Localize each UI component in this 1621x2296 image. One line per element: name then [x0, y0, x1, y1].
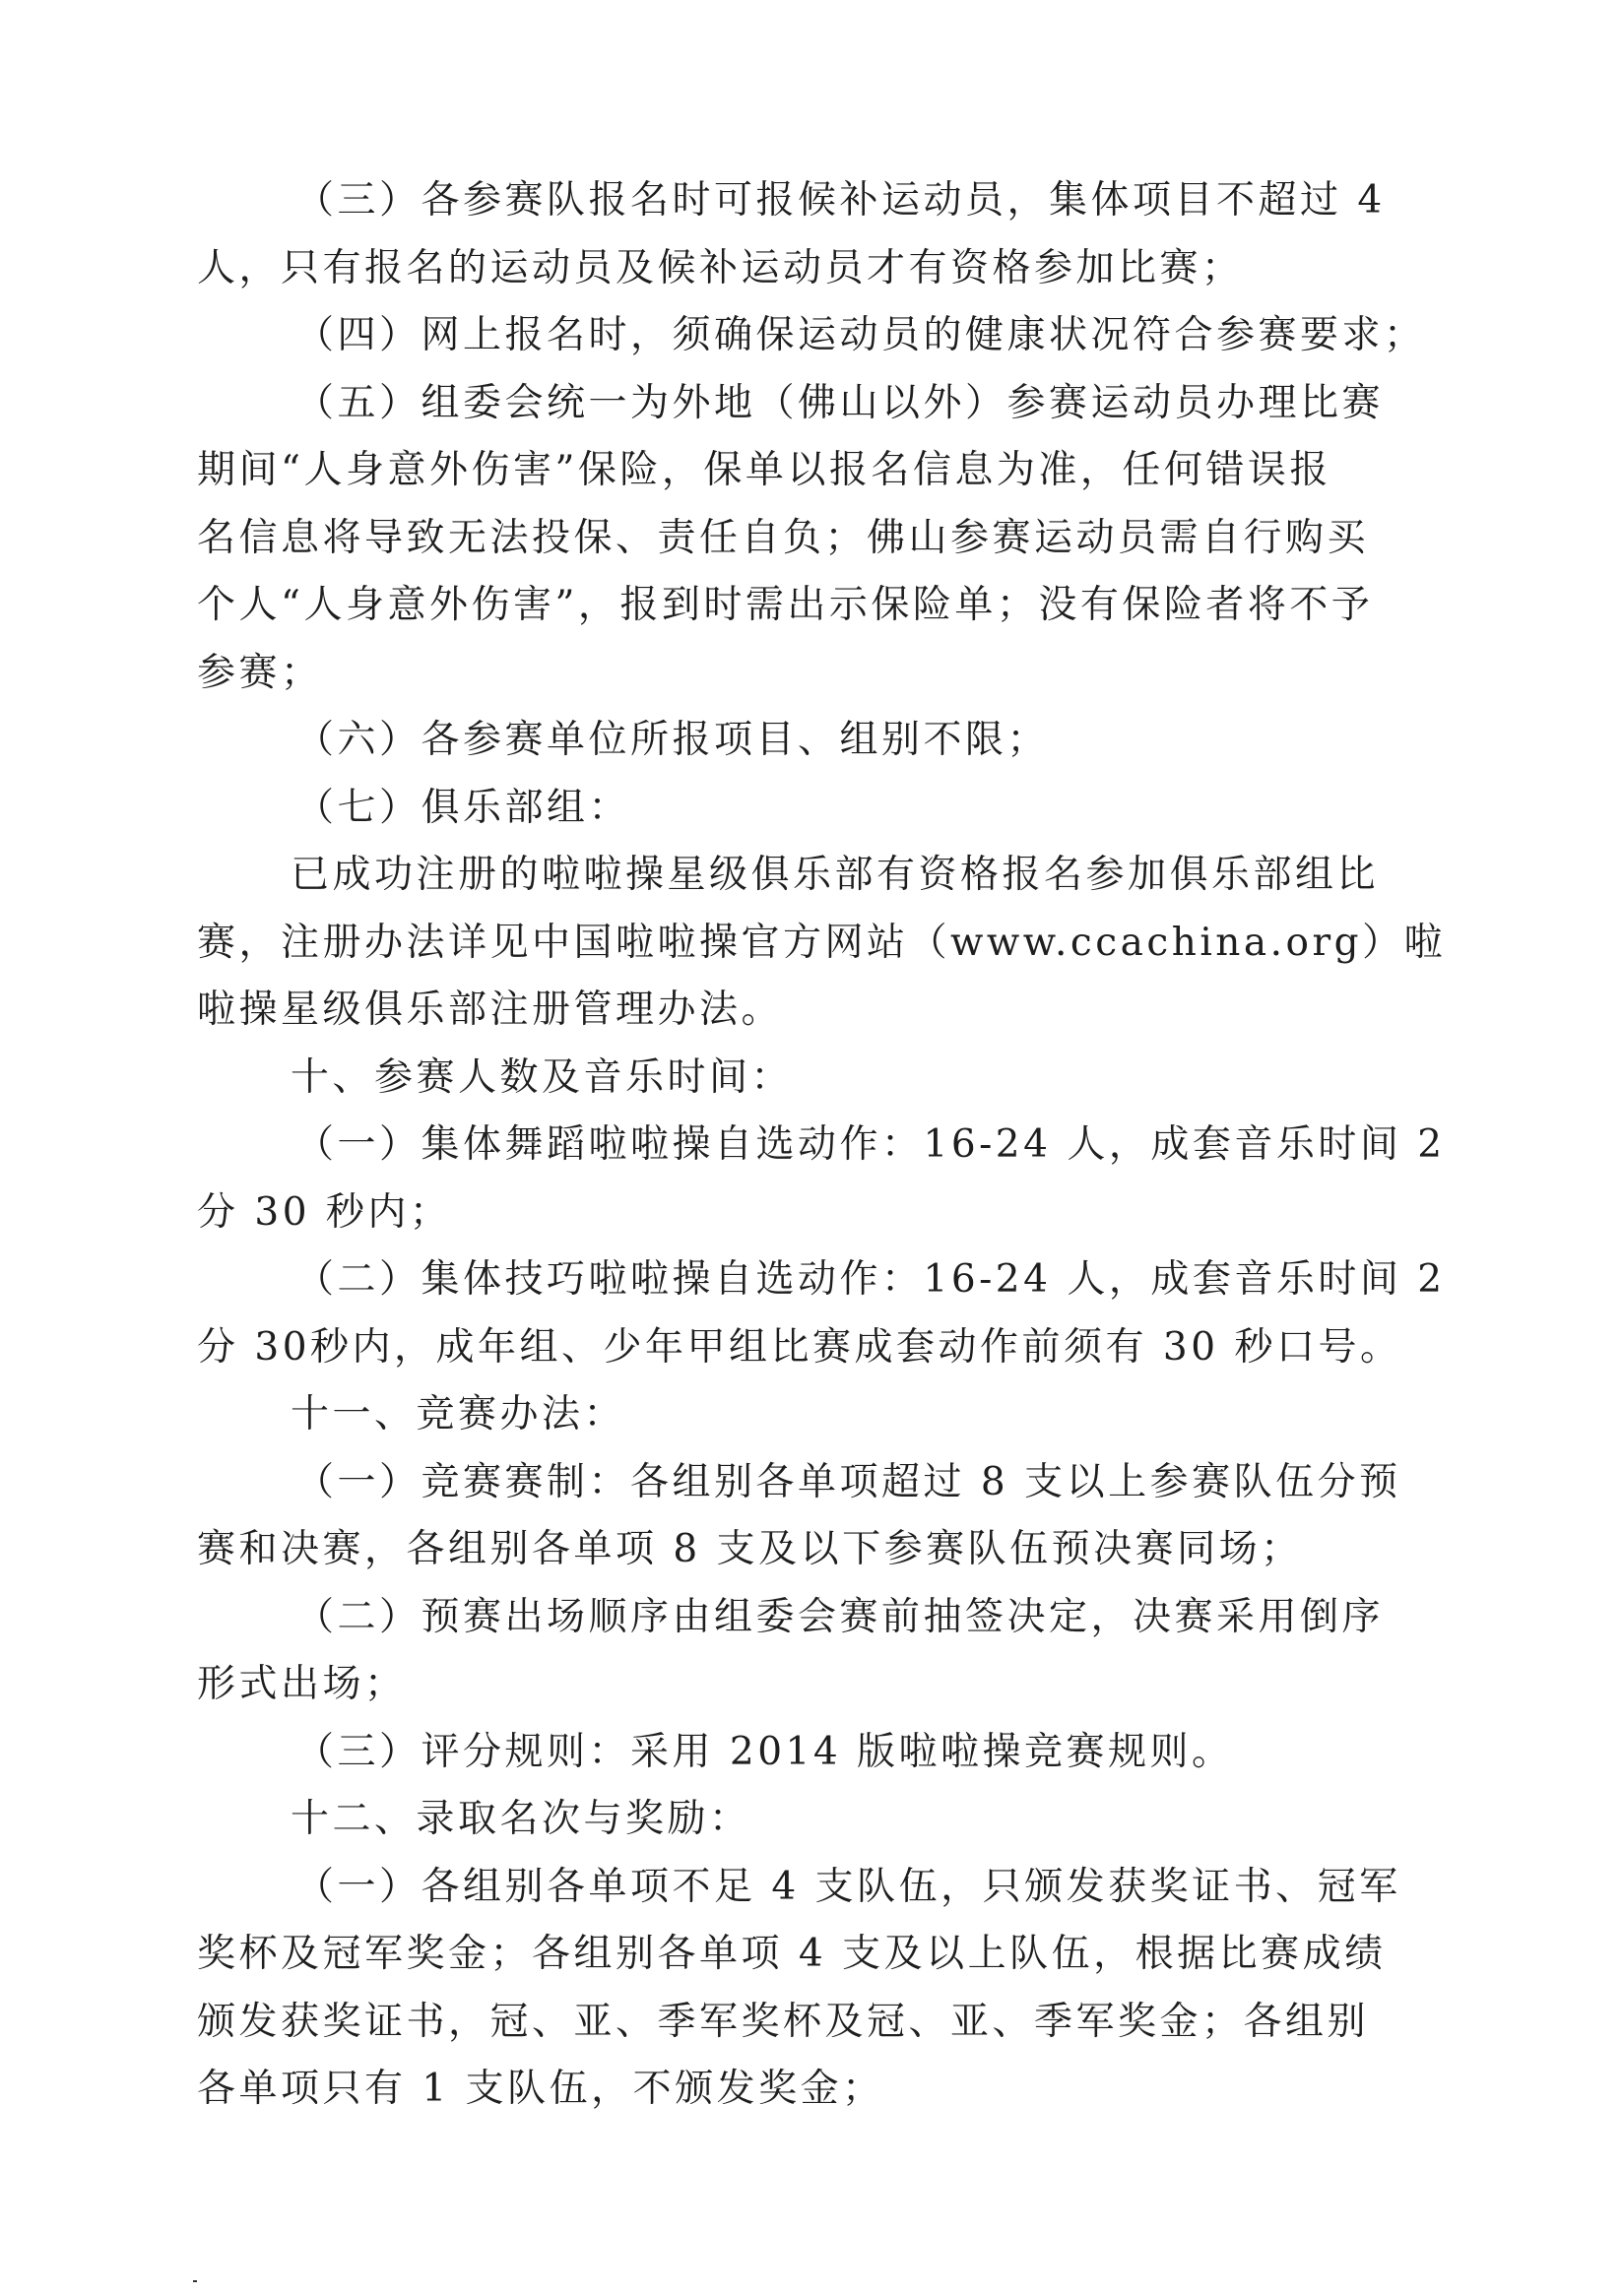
- text-line: 形式出场；: [197, 1662, 407, 1706]
- text-line: 十一、竞赛办法：: [291, 1392, 626, 1436]
- text-line: 分 30 秒内；: [197, 1189, 452, 1235]
- text-line: 十二、录取名次与奖励：: [291, 1797, 751, 1841]
- text-line: 个人“人身意外伤害”，报到时需出示保险单；没有保险者将不予: [197, 583, 1374, 627]
- text-line: 已成功注册的啦啦操星级俱乐部有资格报名参加俱乐部组比: [291, 853, 1380, 897]
- text-line: 参赛；: [197, 650, 323, 695]
- text-line: 分 30秒内，成年组、少年甲组比赛成套动作前须有 30 秒口号。: [197, 1324, 1402, 1370]
- text-line: 十、参赛人数及音乐时间：: [291, 1054, 794, 1100]
- text-line: （一）竞赛赛制：各组别各单项超过 8 支以上参赛队伍分预: [295, 1459, 1401, 1504]
- text-line: 奖杯及冠军奖金；各组别各单项 4 支及以上队伍，根据比赛成绩: [197, 1932, 1387, 1976]
- text-line: （一）各组别各单项不足 4 支队伍，只颁发获奖证书、冠军: [295, 1864, 1401, 1909]
- text-line: （七）俱乐部组：: [295, 785, 631, 830]
- text-line: （一）集体舞蹈啦啦操自选动作：16-24 人，成套音乐时间 2: [295, 1122, 1446, 1167]
- text-line: （二）预赛出场顺序由组委会赛前抽签决定，决赛采用倒序: [295, 1594, 1385, 1639]
- text-line: （五）组委会统一为外地（佛山以外）参赛运动员办理比赛: [295, 380, 1385, 425]
- text-line: （二）集体技巧啦啦操自选动作：16-24 人，成套音乐时间 2: [295, 1257, 1446, 1302]
- text-line: 颁发获奖证书，冠、亚、季军奖杯及冠、亚、季军奖金；各组别: [197, 1999, 1370, 2044]
- text-line: （三）各参赛队报名时可报候补运动员，集体项目不超过 4: [295, 178, 1386, 223]
- text-line: （四）网上报名时，须确保运动员的健康状况符合参赛要求；: [295, 313, 1426, 357]
- text-line: （三）评分规则：采用 2014 版啦啦操竞赛规则。: [295, 1729, 1234, 1774]
- page-edge-mark: [193, 2280, 197, 2282]
- text-line: 期间“人身意外伤害”保险，保单以报名信息为准，任何错误报: [197, 448, 1331, 492]
- document-body: [197, 167, 1447, 2124]
- text-line: （六）各参赛单位所报项目、组别不限；: [295, 718, 1050, 762]
- text-line: 人，只有报名的运动员及候补运动员才有资格参加比赛；: [197, 245, 1244, 290]
- text-line: 赛，注册办法详见中国啦啦操官方网站（www.ccachina.org）啦: [197, 920, 1447, 965]
- text-line: 名信息将导致无法投保、责任自负；佛山参赛运动员需自行购买: [197, 515, 1370, 560]
- text-line: 各单项只有 1 支队伍，不颁发奖金；: [197, 2067, 884, 2111]
- text-line: 啦操星级俱乐部注册管理办法。: [197, 988, 784, 1032]
- text-line: 赛和决赛，各组别各单项 8 支及以下参赛队伍预决赛同场；: [197, 1527, 1303, 1571]
